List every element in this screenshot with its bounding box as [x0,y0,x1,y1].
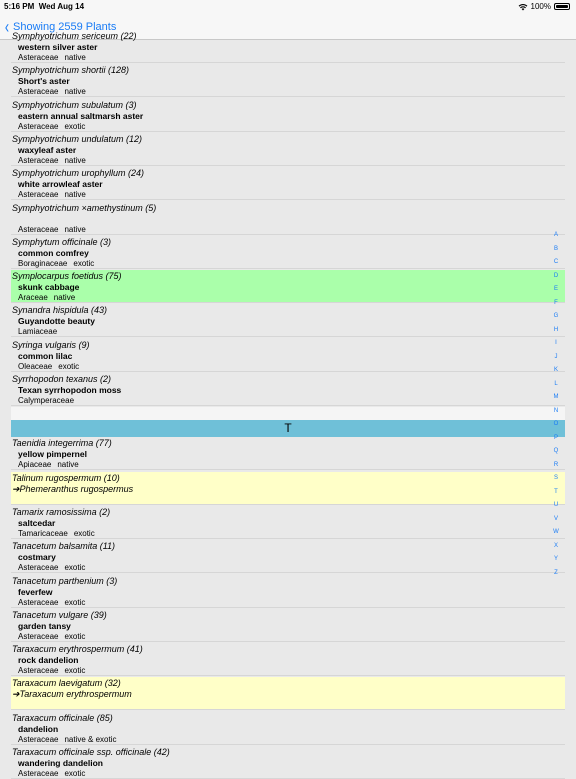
status-time: 5:16 PM Wed Aug 14 [4,2,85,11]
plant-row[interactable] [11,643,565,676]
scientific-name: Symplocarpus foetidus (75) [12,271,122,282]
common-name: feverfew [18,586,53,597]
accepted-name-link: ➔Phemeranthus rugospermus [12,483,134,494]
family-line [18,122,85,131]
origin-status: exotic [64,666,86,676]
family-name: Asteraceae [18,121,59,131]
scientific-name: Tanacetum balsamita (11) [12,541,116,552]
origin-status: native [64,87,86,97]
origin-status: native [64,190,86,200]
origin-status: native [64,53,86,62]
scientific-name: Symphyotrichum sericeum (22) [12,31,137,41]
scientific-name: Tamarix ramosissima (2) [12,506,111,517]
scientific-name: Taraxacum officinale ssp. officinale (42) [12,747,170,757]
index-letter-q[interactable]: Q [553,448,559,454]
plant-row[interactable] [11,712,565,745]
plant-row[interactable] [11,373,565,406]
plant-row[interactable] [11,236,565,269]
index-letter-n[interactable]: N [553,407,559,414]
origin-status: exotic [73,528,95,538]
family-line [18,769,85,778]
index-letter-l[interactable]: L [554,380,558,387]
origin-status: exotic [64,631,86,641]
plant-row[interactable] [11,270,565,303]
index-letter-j[interactable]: J [554,353,558,360]
family-line [18,735,117,744]
plant-row[interactable] [11,64,565,97]
family-line [18,293,75,302]
scientific-name: Syrrhopodon texanus (2) [12,374,112,384]
family-name: Asteraceae [18,769,59,778]
plant-row[interactable] [11,304,565,337]
scientific-name: Synandra hispidula (43) [12,305,108,316]
chevron-left-icon: ‹ [4,17,10,37]
family-name: Asteraceae [18,155,59,165]
common-name: Texan syrrhopodon moss [18,385,122,395]
index-letter-w[interactable]: W [553,529,559,535]
index-letter-z[interactable]: Z [554,569,558,576]
battery-icon [554,3,570,10]
common-name: common comfrey [18,247,89,258]
origin-status: native [64,224,86,234]
origin-status: exotic [64,121,86,131]
index-letter-r[interactable]: R [553,461,559,468]
scientific-name: Tanacetum vulgare (39) [12,609,107,620]
scientific-name: Symphyotrichum undulatum (12) [12,133,143,144]
index-letter-f[interactable]: F [554,299,558,306]
common-name: dandelion [18,723,59,734]
family-name: Asteraceae [18,87,59,97]
family-name: Calymperaceae [18,396,75,405]
family-line [18,460,79,469]
family-name: Tamaricaceae [18,528,68,538]
section-header-t: T [11,420,565,437]
plant-row[interactable] [11,434,565,470]
plant-row[interactable] [11,540,565,573]
index-letter-u[interactable]: U [553,502,559,508]
plant-row[interactable] [11,746,565,779]
family-name: Lamiaceae [18,327,58,337]
scientific-name: Taraxacum laevigatum (32) [12,678,121,689]
common-name: rock dandelion [18,655,79,666]
index-letter-t[interactable]: T [554,488,558,495]
family-name: Asteraceae [18,631,59,641]
common-name: Guyandotte beauty [18,316,95,327]
scientific-name: Symphyotrichum subulatum (3) [12,99,137,110]
status-date: Wed Aug 14 [38,2,85,11]
family-name: Apiaceae [18,460,52,470]
index-letter-y[interactable]: Y [553,556,558,562]
common-name: eastern annual saltmarsh aster [18,110,144,121]
index-letter-k[interactable]: K [553,367,558,373]
family-name: Araceae [18,293,48,303]
status-bar [0,0,576,14]
scientific-name: Symphyotrichum ×amethystinum (5) [12,202,157,213]
common-name: waxyleaf aster [18,144,77,155]
battery-percent: 100% [530,2,551,11]
origin-status: native [64,155,86,165]
common-name: saltcedar [18,517,56,528]
plant-row[interactable] [11,202,565,235]
origin-status: exotic [58,361,80,371]
family-line [18,529,95,538]
index-letter-b[interactable]: B [553,245,558,252]
scientific-name: Taraxacum erythrospermum (41) [12,644,143,655]
family-name: Oleaceae [18,361,53,371]
index-letter-s[interactable]: S [553,475,558,481]
family-line [18,362,79,371]
origin-status: native [57,460,79,470]
common-name: common lilac [18,350,73,361]
family-line [18,156,86,165]
scientific-name: Taenidia integerrima (77) [12,438,112,449]
origin-status: exotic [64,563,86,573]
common-name: white arrowleaf aster [18,179,103,190]
family-line [18,259,94,268]
family-line [18,327,57,336]
index-letter-a[interactable]: A [553,232,558,238]
common-name: skunk cabbage [18,282,80,293]
scientific-name: Symphyotrichum urophyllum (24) [12,168,145,179]
common-name: wandering dandelion [18,758,104,768]
family-name: Asteraceae [18,597,59,607]
family-line [18,598,85,607]
index-letter-g[interactable]: G [553,313,559,319]
family-name: Asteraceae [18,666,59,676]
scientific-name: Symphyotrichum shortii (128) [12,65,130,76]
family-name: Asteraceae [18,563,59,573]
wifi-icon [518,3,528,11]
common-name: Short's aster [18,76,70,87]
common-name: yellow pimpernel [18,449,87,460]
plant-row[interactable] [11,609,565,642]
family-line [18,225,86,234]
index-letter-d[interactable]: D [553,272,559,279]
common-name: costmary [18,552,56,563]
origin-status: native & exotic [64,734,117,744]
plant-row[interactable] [11,339,565,372]
origin-status: native [53,293,76,303]
index-letter-p[interactable]: P [553,434,558,441]
index-letter-m[interactable]: M [553,394,559,400]
plant-row[interactable] [11,99,565,132]
status-indicators [518,2,570,11]
family-line [18,190,86,199]
scientific-name: Talinum rugospermum (10) [12,472,120,483]
family-line [18,53,86,62]
family-line [18,87,86,96]
family-name: Asteraceae [18,190,59,200]
synonym-row[interactable] [11,472,565,505]
index-letter-o[interactable]: O [553,421,559,427]
index-letter-c[interactable]: C [553,259,559,265]
origin-status: exotic [64,597,86,607]
index-letter-i[interactable]: I [555,340,557,346]
common-name: western silver aster [18,42,98,52]
family-line [18,632,85,641]
family-line [18,563,85,572]
family-line [18,396,74,405]
origin-status: exotic [64,769,86,778]
plant-row[interactable] [11,575,565,608]
family-name: Asteraceae [18,224,59,234]
scientific-name: Taraxacum officinale (85) [12,712,113,723]
plant-row[interactable] [11,167,565,200]
index-letter-x[interactable]: X [553,542,558,549]
origin-status: exotic [73,258,95,268]
plant-row[interactable] [11,506,565,539]
index-letter-v[interactable]: V [553,515,558,522]
scientific-name: Syringa vulgaris (9) [12,339,90,350]
section-spacer [11,407,565,420]
plant-row[interactable] [11,30,565,63]
family-name: Boraginaceae [18,258,68,268]
accepted-name-link: ➔Taraxacum erythrospermum [12,689,132,700]
scientific-name: Tanacetum parthenium (3) [12,575,118,586]
family-line [18,666,85,675]
index-letter-h[interactable]: H [553,326,559,333]
common-name: garden tansy [18,620,71,631]
plant-list[interactable] [11,31,565,778]
plant-row[interactable] [11,133,565,166]
synonym-row[interactable] [11,677,565,710]
back-button-label: Showing 2559 Plants [13,21,117,33]
scientific-name: Symphytum officinale (3) [12,236,112,247]
index-letter-e[interactable]: E [553,286,558,292]
family-name: Asteraceae [18,734,59,744]
family-name: Asteraceae [18,53,59,62]
